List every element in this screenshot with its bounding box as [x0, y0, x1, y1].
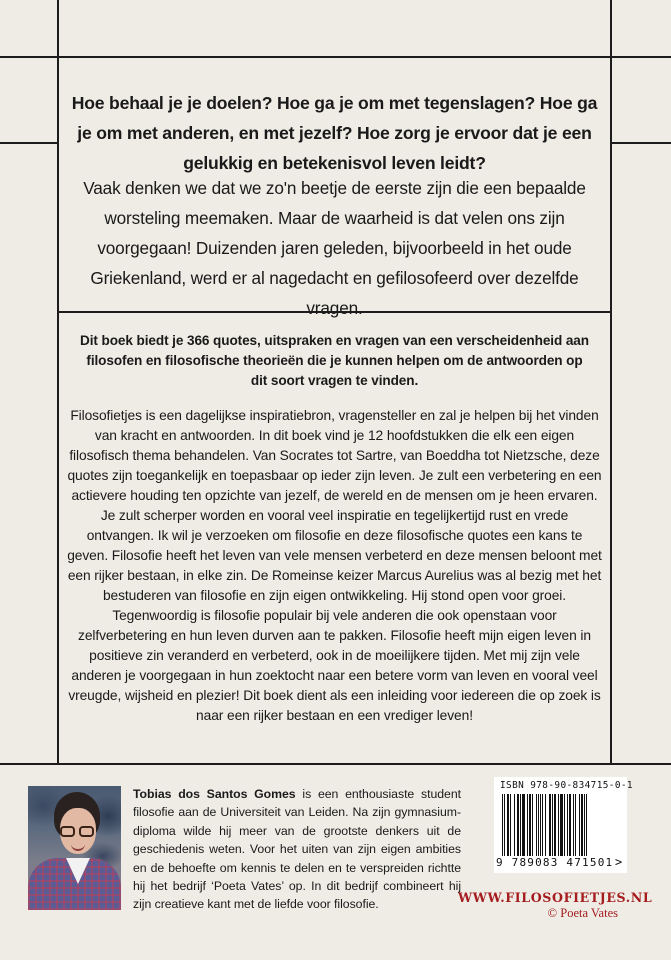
barcode-arrow-icon: >	[615, 855, 623, 869]
intro-question: Hoe behaal je je doelen? Hoe ga je om met tegenslagen? Hoe ga je om met anderen, en met jezelf? Hoe zorg je ervoor dat je een gelukkig en betekenisvol leven leidt?	[71, 93, 598, 173]
intro-paragraph: Vaak denken we dat we zo'n beetje de eerste zijn die een bepaalde worsteling meemaken. Maar de waarheid is dat velen ons zijn voorgegaan! Duizenden jaren geleden, bijvoorbeeld in het oude Griekenland, werd er al nagedacht en gefilosofeerd over dezelfde vragen.	[83, 178, 586, 318]
frame-line-right	[610, 0, 612, 764]
barcode-digits: 9 789083 471501	[496, 856, 614, 869]
summary-body-text: Filosofietjes is een dagelijkse inspiratiebron, vragensteller en zal je helpen bij het vinden van kracht en antwoorden. In dit boek vind je 12 hoofdstukken die elk een eigen filosofisch thema behandelen. Van Socrates tot Sartre, van Boeddha tot Nietzsche, deze quotes zijn toegankelijk en toepasbaar op ieder zijn leven. Je zult een verbetering en een actievere houding ten opzichte van jezelf, de wereld en de mensen om je heen ervaren. Je zult scherper worden en vooral veel inspiratie en tegelijkertijd rust en vrede ontvangen. Ik wil je verzoeken om filosofie en deze filosofische quotes een kans te geven. Filosofie heeft het leven van vele mensen verbeterd en deze mensen beloont met een rijker bestaan, in elke zin. De Romeinse keizer Marcus Aurelius was al bezig met het bestuderen van filosofie en zijn eigen ontwikkeling. Hij stond open voor groei. Tegenwoordig is filosofie populair bij vele anderen die ook openstaan voor zelfverbetering en hun leven durven aan te pakken. Filosofie heeft mijn eigen leven in positieve zin veranderd en verbeterd, ook in de moeilijkere tijden. Met mij zijn vele anderen je voorgegaan in hun zoektocht naar een betere vorm van leven en vooral veel vreugde, wijsheid en plezier! Dit boek dient als een inleiding voor iedereen die op zoek is naar een rijker bestaan en een vrediger leven!	[67, 408, 602, 723]
author-photo	[28, 786, 121, 910]
author-name: Tobias dos Santos Gomes	[133, 787, 296, 801]
summary-bold-text: Dit boek biedt je 366 quotes, uitspraken en vragen van een verscheidenheid aan filosofen en filosofische theorieën die je kunnen helpen om de antwoorden op dit soort vragen te vinden.	[80, 333, 589, 388]
frame-line-top	[0, 56, 671, 58]
barcode-bars	[502, 794, 614, 857]
copyright-notice: © Poeta Vates	[547, 906, 618, 920]
author-bio-text: is een enthousiaste student filosofie aan de Universiteit van Leiden. Na zijn gymnasium-diploma wilde hij meer van de grootste denkers uit de geschiedenis weten. Voor het uiten van zijn eigen ambities en de behoefte om kennis te delen en te verspreiden richtte hij het bedrijf ‘Poeta Vates’ op. In dit bedrijf combineert hij zijn creatieve kant met de liefde voor filosofie.	[133, 787, 461, 912]
frame-line-side-left	[0, 142, 58, 144]
frame-line-side-right	[611, 142, 671, 144]
glasses-icon	[58, 826, 98, 838]
frame-line-bottom	[0, 763, 671, 765]
author-bio	[133, 785, 461, 914]
isbn-label: ISBN 978-90-834715-0-1	[500, 780, 633, 791]
website-link[interactable]: WWW.FILOSOFIETJES.NL	[458, 890, 653, 905]
isbn-barcode	[494, 777, 633, 873]
